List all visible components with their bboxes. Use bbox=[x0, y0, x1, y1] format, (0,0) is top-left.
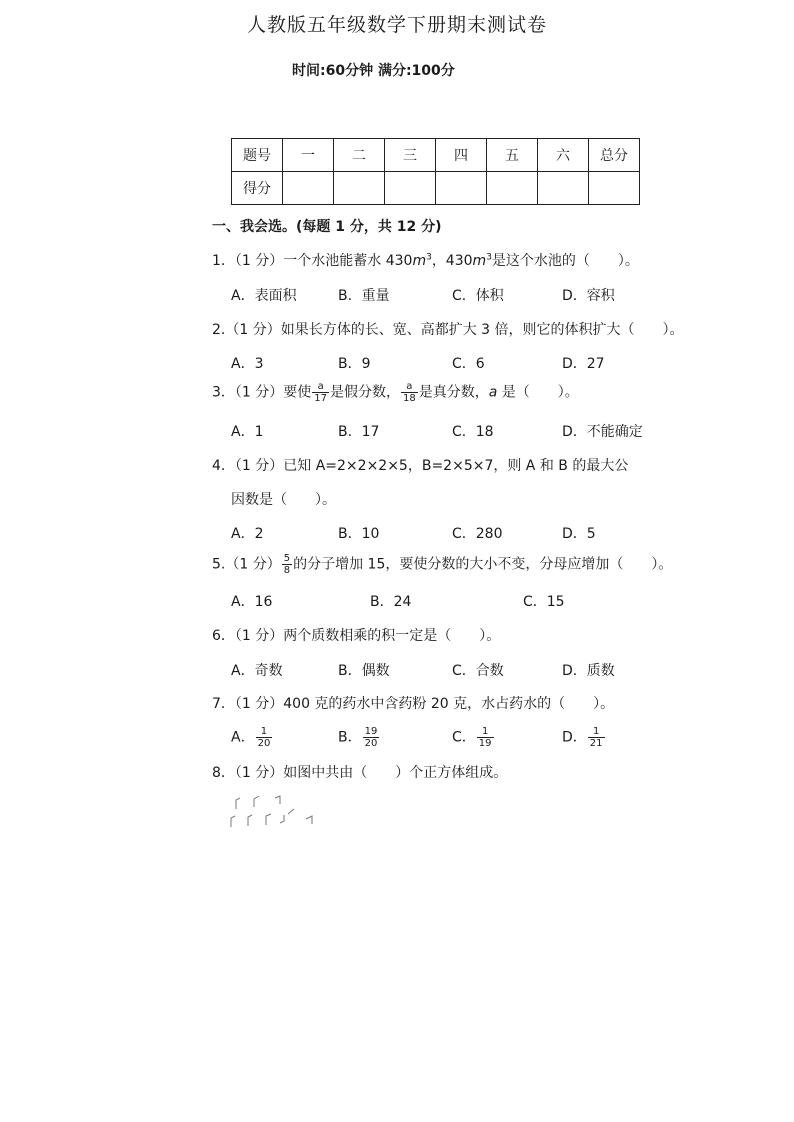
q3-option-a[interactable]: A．1 bbox=[231, 424, 264, 440]
q3-option-d[interactable]: D．不能确定 bbox=[562, 424, 643, 440]
score-header-cell: 题号 bbox=[232, 139, 283, 172]
question-1 bbox=[212, 250, 639, 270]
score-row-label: 得分 bbox=[232, 172, 283, 205]
score-table-header-row bbox=[232, 139, 640, 172]
fraction-numerator: 5 bbox=[283, 553, 291, 564]
q1-option-c[interactable]: C．体积 bbox=[452, 288, 504, 304]
question-4-line-1: 4．（1 分）已知 A=2×2×2×5，B=2×5×7，则 A 和 B 的最大公 bbox=[212, 458, 629, 474]
q2-option-d[interactable]: D．27 bbox=[562, 356, 605, 372]
q1-text-a: 1．（1 分）一个水池能蓄水 430 bbox=[212, 253, 413, 269]
score-table-score-row bbox=[232, 172, 640, 205]
score-header-cell: 二 bbox=[334, 139, 385, 172]
exam-title: 人教版五年级数学下册期末测试卷 bbox=[246, 14, 547, 36]
q1-text-c: 是这个水池的（ ）。 bbox=[491, 253, 639, 269]
q6-option-b[interactable]: B．偶数 bbox=[338, 663, 390, 679]
fraction-denominator: 21 bbox=[589, 738, 603, 749]
q6-option-c[interactable]: C．合数 bbox=[452, 663, 504, 679]
fraction-numerator: 1 bbox=[256, 726, 273, 738]
fraction-denominator: 20 bbox=[257, 738, 271, 749]
score-table bbox=[231, 138, 640, 205]
q4-option-a[interactable]: A．2 bbox=[231, 526, 264, 542]
score-header-cell: 六 bbox=[538, 139, 589, 172]
q3-fraction-1 bbox=[312, 381, 329, 404]
q2-option-b[interactable]: B．9 bbox=[338, 356, 371, 372]
fraction-denominator: 20 bbox=[364, 738, 378, 749]
score-header-cell: 四 bbox=[436, 139, 487, 172]
q1-option-b[interactable]: B．重量 bbox=[338, 288, 390, 304]
cube-outline bbox=[248, 815, 252, 826]
fraction-denominator: 8 bbox=[283, 565, 291, 576]
question-5 bbox=[212, 553, 672, 576]
score-input-cell[interactable] bbox=[334, 172, 385, 205]
q2-option-a[interactable]: A．3 bbox=[231, 356, 264, 372]
score-header-cell: 三 bbox=[385, 139, 436, 172]
cube-outline bbox=[280, 815, 284, 823]
question-7: 7．（1 分）400 克的药水中含药粉 20 克，水占药水的（ ）。 bbox=[212, 696, 615, 712]
q3-option-c[interactable]: C．18 bbox=[452, 424, 494, 440]
q7-option-c[interactable] bbox=[452, 726, 495, 749]
q3-fraction-2 bbox=[401, 381, 418, 404]
q5-fraction bbox=[282, 553, 292, 576]
question-2: 2.（1 分）如果长方体的长、宽、高都扩大 3 倍，则它的体积扩大（ ）。 bbox=[212, 322, 684, 338]
q3-text-d: 是（ ）。 bbox=[497, 384, 579, 401]
score-header-cell: 一 bbox=[283, 139, 334, 172]
cube-outline bbox=[288, 809, 294, 814]
cube-outline bbox=[236, 798, 240, 809]
fraction-numerator: a bbox=[401, 381, 418, 393]
option-fraction bbox=[477, 726, 494, 749]
q7-option-d[interactable] bbox=[562, 726, 606, 749]
q7-option-a[interactable] bbox=[231, 726, 273, 749]
question-4-line-2: 因数是（ ）。 bbox=[231, 492, 336, 508]
fraction-numerator: 1 bbox=[477, 726, 494, 738]
score-header-cell: 五 bbox=[487, 139, 538, 172]
option-fraction bbox=[256, 726, 273, 749]
q1-option-d[interactable]: D．容积 bbox=[562, 288, 615, 304]
q6-option-d[interactable]: D．质数 bbox=[562, 663, 615, 679]
question-8: 8．（1 分）如图中共由（ ）个正方体组成。 bbox=[212, 765, 508, 781]
q6-option-a[interactable]: A．奇数 bbox=[231, 663, 283, 679]
q1-unit-exp: 3 bbox=[426, 252, 432, 263]
score-input-cell[interactable] bbox=[538, 172, 589, 205]
score-header-cell: 总分 bbox=[589, 139, 640, 172]
option-letter: C． bbox=[452, 729, 476, 746]
option-letter: B． bbox=[338, 729, 362, 746]
question-6: 6．（1 分）两个质数相乘的积一定是（ ）。 bbox=[212, 628, 501, 644]
cube-outline bbox=[254, 796, 259, 807]
q3-variable: a bbox=[488, 384, 498, 401]
option-fraction bbox=[363, 726, 380, 749]
score-input-cell[interactable] bbox=[283, 172, 334, 205]
q1-text-b: ，430 bbox=[431, 253, 473, 269]
q4-option-b[interactable]: B．10 bbox=[338, 526, 380, 542]
q4-option-c[interactable]: C．280 bbox=[452, 526, 503, 542]
score-input-cell[interactable] bbox=[436, 172, 487, 205]
q5-option-b[interactable]: B．24 bbox=[370, 594, 412, 610]
cube-figure bbox=[228, 795, 323, 833]
q3-text-b: 是假分数， bbox=[330, 384, 400, 401]
q1-unit-exp: 3 bbox=[486, 252, 492, 263]
fraction-denominator: 18 bbox=[403, 393, 416, 404]
q7-option-b[interactable] bbox=[338, 726, 380, 749]
q3-text-c: 是真分数， bbox=[418, 384, 489, 401]
q3-text-a: 3．（1 分）要使 bbox=[212, 384, 312, 401]
question-3 bbox=[212, 381, 579, 404]
fraction-numerator: 19 bbox=[364, 726, 378, 737]
q3-option-b[interactable]: B．17 bbox=[338, 424, 380, 440]
q4-option-d[interactable]: D．5 bbox=[562, 526, 596, 542]
option-letter: D． bbox=[562, 729, 587, 746]
option-letter: A． bbox=[231, 729, 255, 746]
score-input-cell[interactable] bbox=[487, 172, 538, 205]
cube-outline bbox=[231, 816, 235, 827]
option-fraction bbox=[588, 726, 605, 749]
q1-unit: m bbox=[412, 253, 427, 269]
cube-outline bbox=[275, 796, 280, 804]
fraction-numerator: 1 bbox=[588, 726, 605, 738]
q1-option-a[interactable]: A．表面积 bbox=[231, 288, 297, 304]
cube-outline bbox=[266, 814, 271, 825]
q5-option-c[interactable]: C．15 bbox=[523, 594, 565, 610]
fraction-numerator: a bbox=[312, 381, 329, 393]
cube-outline bbox=[306, 816, 312, 824]
fraction-denominator: 19 bbox=[478, 738, 492, 749]
score-input-cell[interactable] bbox=[385, 172, 436, 205]
section-one-heading: 一、我会选。(每题 1 分，共 12 分) bbox=[212, 219, 442, 235]
q5-text-a: 5.（1 分） bbox=[212, 556, 281, 573]
q5-text-b: 的分子增加 15，要使分数的大小不变，分母应增加（ ）。 bbox=[293, 556, 673, 573]
q1-unit: m bbox=[472, 253, 487, 269]
q5-option-a[interactable]: A．16 bbox=[231, 594, 273, 610]
q2-option-c[interactable]: C．6 bbox=[452, 356, 485, 372]
exam-subtitle: 时间:60分钟 满分:100分 bbox=[292, 63, 455, 79]
score-input-cell[interactable] bbox=[589, 172, 640, 205]
fraction-denominator: 17 bbox=[314, 393, 327, 404]
